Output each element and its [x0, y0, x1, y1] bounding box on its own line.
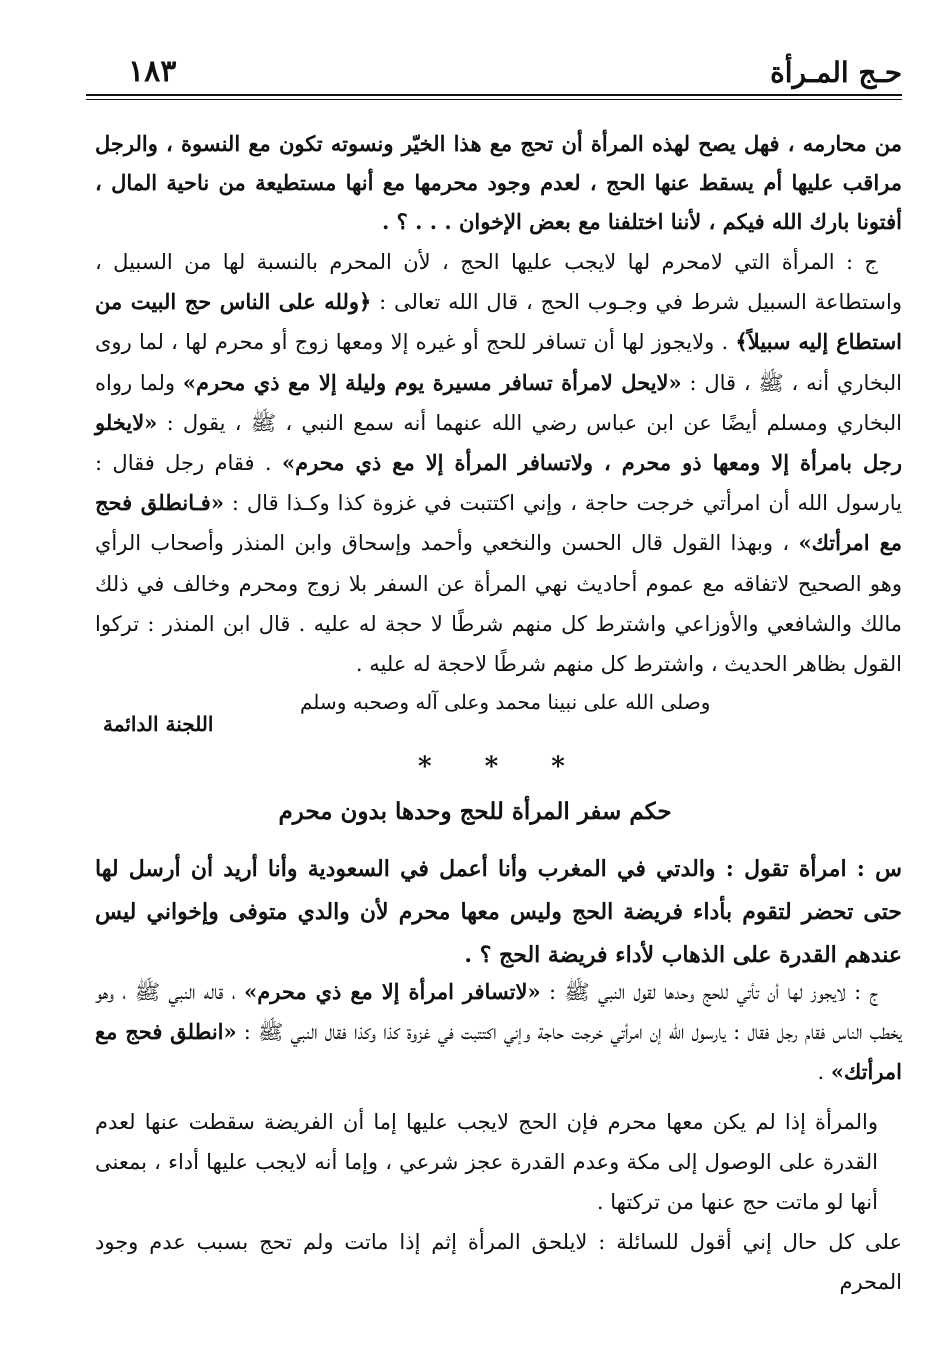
answer-text: ، وبهذا القول قال الحسن والنخعي وأحمد وإسحاق وابن المنذر وأصحاب الرأي وهو الصحيح لاتفاقه مع عموم أحاديث نهي المرأة عن السفر بلا زوج ومحرم وخالف في ذلك مالك والشافعي والأوزاعي واشترط كل منهم شرطًا لا حجة له عليه . قال ابن المنذر : تركوا القول بظاهر الحديث ، واشترط كل منهم شرطًا لاحجة له عليه .: [95, 531, 902, 677]
question-paragraph: من محارمه ، فهل يصح لهذه المرأة أن تحج مع هذا الخيّر ونسوته تكون مع النسوة ، والرجل مراقب عليها أم يسقط عنها الحج ، لعدم وجود محرمها مع أنها مستطيعة من ناحية المال ، أفتونا بارك الله فيكم ، لأننا اختلفنا مع بعض الإخوان . . . ؟ .: [95, 131, 902, 234]
answer-text: والمرأة إذا لم يكن معها محرم فإن الحج لايجب عليها إما أن الفريضة سقطت عنها لعدم القدرة على الوصول إلى مكة وعدم القدرة عجز شرعي ، وإما أنه لايجب عليها أداء ، بمعنى أنها لو ماتت حج عنها من تركتها .: [95, 1110, 878, 1214]
header-rule-thick: [86, 94, 902, 96]
answer-paragraph: [95, 242, 902, 684]
answer-text: ولما رواه البخاري ومسلم أيضًا عن ابن عباس رضي الله عنهما أنه سمع النبي ، ﷺ ، يقول :: [95, 370, 902, 435]
header-rule-thin: [86, 99, 902, 100]
answer-paragraph: [95, 1102, 902, 1302]
answer-text: . فقام رجل فقال : يارسول الله أن امرأتي خرجت حاجة ، وإني اكتتبت في غزوة كذا وكـذا قال :: [95, 451, 903, 516]
answer-text: . ولايجوز لها أن تسافر للحج أو غيره إلا ومعها زوج أو محرم لها ، لما روى البخاري أنه ، ﷺ ، قال :: [95, 330, 902, 395]
quran-verse: ﴿ولله على الناس حج البيت من استطاع إليه سبيلاً﴾: [95, 289, 903, 355]
answer-paragraph: [95, 972, 902, 1092]
page-number: ١٨٣: [128, 54, 177, 89]
answer-text: ج : لايجوز لها أن تأتي للحج وحدها لقول النبي ﷺ :: [540, 980, 878, 1004]
running-title: حـج المـرأة: [770, 56, 902, 89]
hadith-quote: «فـانطلق فحج مع امرأتك»: [95, 490, 902, 556]
hadith-quote: «انطلق فحج مع امرأتك»: [95, 1019, 902, 1084]
closing-salutation: وصلى الله على نبينا محمد وعلى آله وصحبه وسلم: [300, 690, 711, 714]
answer-text: ، قاله النبي ﷺ ، وهو يخطب الناس فقام رجل فقال : يارسول الله إن امرأتي خرجت حاجة وإني اكتتبت في غزوة كذا وكذا فقال النبي ﷺ :: [95, 980, 903, 1044]
hadith-quote: «لايخلو رجل بامرأة إلا ومعها ذو محرم ، ولاتسافر المرأة إلا مع ذي محرم»: [95, 409, 902, 476]
question-paragraph: س : امرأة تقول : والدتي في المغرب وأنا أعمل في السعودية وأنا أريد أن أرسل لها حتى تحضر لتقوم بأداء فريضة الحج وليس معها محرم لأن والدي متوفى وإخواني ليس عندهم القدرة على الذهاب لأداء فريضة الحج ؟ .: [95, 856, 902, 968]
hadith-quote: «لاتسافر امرأة إلا مع ذي محرم»: [244, 979, 541, 1004]
answer-text: على كل حال إني أقول للسائلة : لايلحق المرأة إثم إذا ماتت ولم تحج بسبب عدم وجود المحرم: [95, 1230, 902, 1294]
committee-signature: اللجنة الدائمة: [103, 712, 214, 736]
section-separator: * * *: [418, 752, 587, 782]
section-title: حكم سفر المرأة للحج وحدها بدون محرم: [278, 798, 672, 825]
hadith-quote: «لايحل لامرأة تسافر مسيرة يوم وليلة إلا مع ذي محرم»: [182, 369, 682, 395]
page-header: [86, 50, 902, 94]
answer-text: ج : المرأة التي لامحرم لها لايجب عليها الحج ، لأن المحرم بالنسبة لها من السبيل ، واستطاعة السبيل شرط في وجـوب الحج ، قال الله تعالى :: [95, 250, 902, 315]
answer-text: .: [817, 1060, 831, 1084]
